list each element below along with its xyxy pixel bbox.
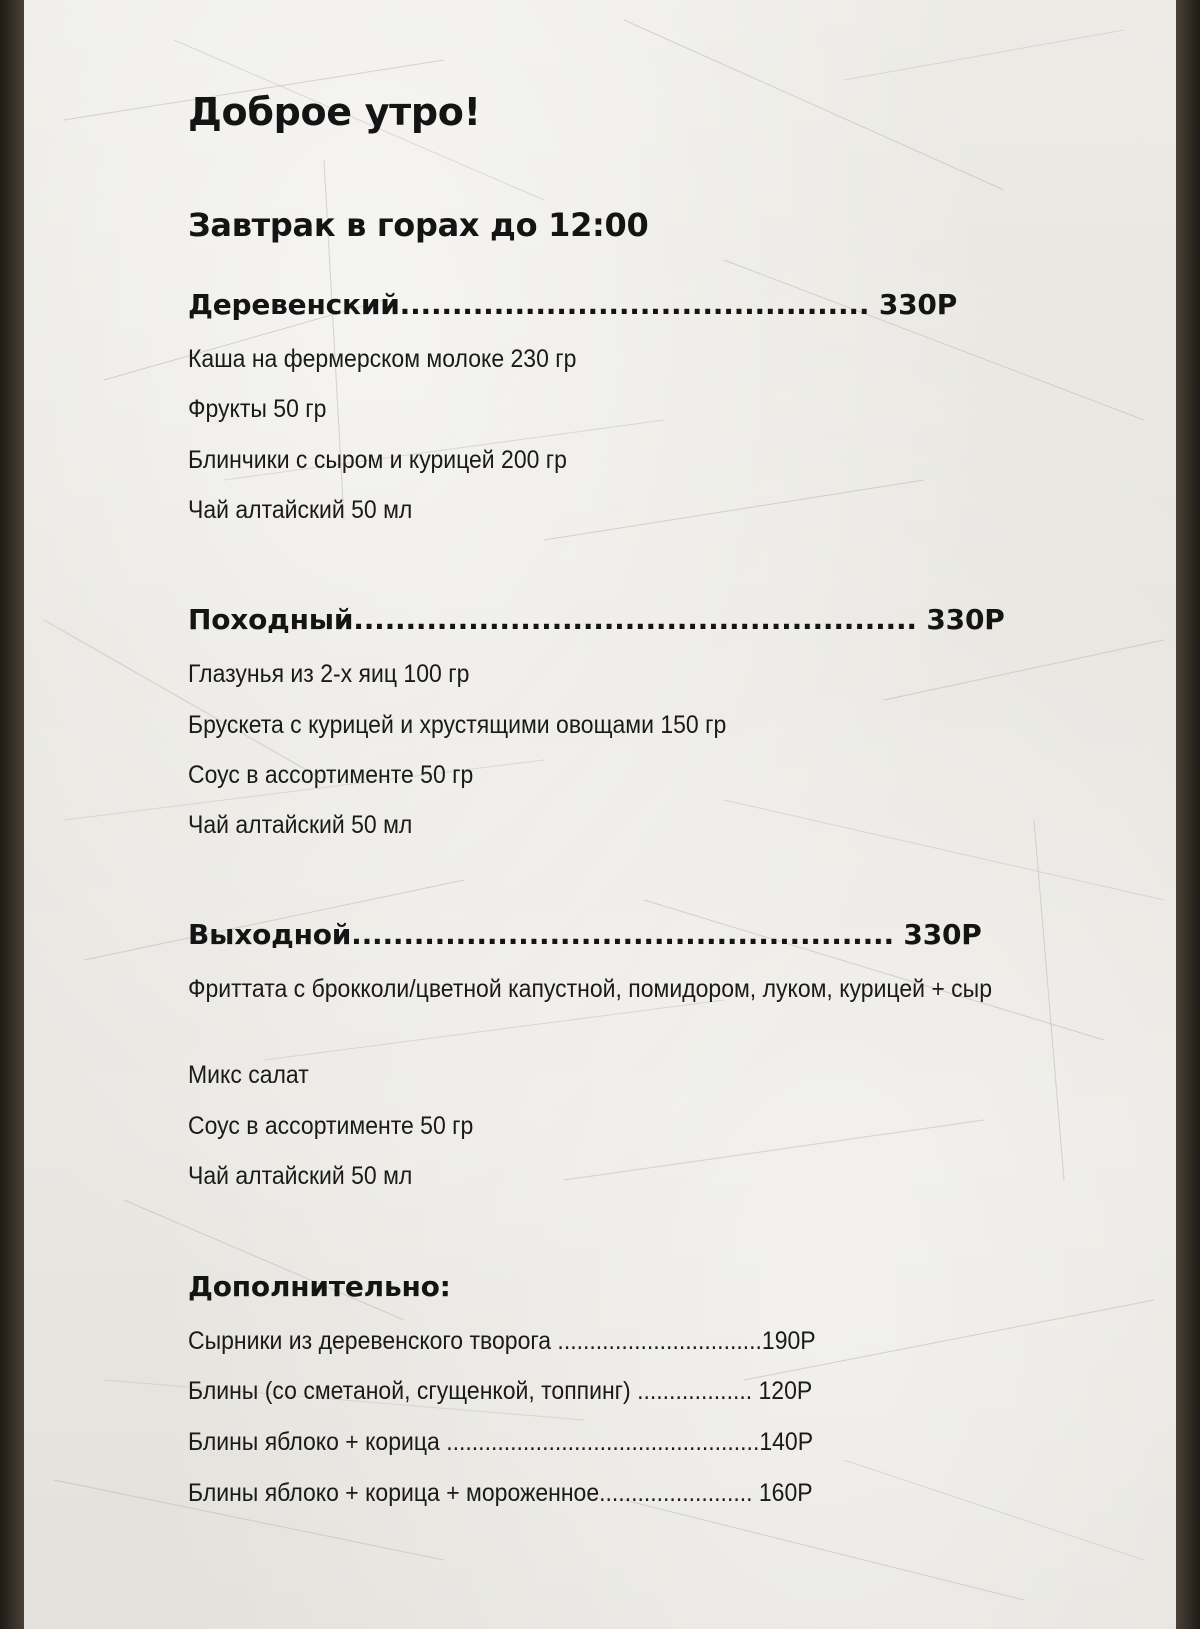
extra-item: Блины яблоко + корица .................................................140Р xyxy=(188,1428,814,1456)
menu-item: Чай алтайский 50 мл xyxy=(188,811,413,839)
menu-item: Блинчики с сыром и курицей 200 гр xyxy=(188,446,567,474)
menu-page xyxy=(24,0,1176,1629)
menu-item: Чай алтайский 50 мл xyxy=(188,496,413,524)
wood-edge-left xyxy=(0,0,24,1629)
menu-item: Брускета с курицей и хрустящими овощами 150 гр xyxy=(188,711,727,739)
menu-item: Глазунья из 2-х яиц 100 гр xyxy=(188,660,470,688)
menu-item: Микс салат xyxy=(188,1061,309,1089)
extra-item: Блины (со сметаной, сгущенкой, топпинг) .................. 120Р xyxy=(188,1377,813,1405)
extra-item: Блины яблоко + корица + мороженное........................ 160Р xyxy=(188,1479,813,1507)
extra-item: Сырники из деревенского творога ................................190Р xyxy=(188,1327,816,1355)
menu-item: Соус в ассортименте 50 гр xyxy=(188,761,474,789)
set-heading-vykhodnoy: Выходной.................................................... 330Р xyxy=(188,918,982,951)
menu-item: Соус в ассортименте 50 гр xyxy=(188,1112,474,1140)
menu-item: Чай алтайский 50 мл xyxy=(188,1162,413,1190)
menu-item: Фриттата с брокколи/цветной капустной, помидором, луком, курицей + сыр xyxy=(188,975,993,1003)
menu-item: Фрукты 50 гр xyxy=(188,395,327,423)
menu-content xyxy=(188,90,1128,1507)
page-title: Доброе утро! xyxy=(188,90,481,134)
set-heading-pokhodny: Походный...................................................... 330Р xyxy=(188,603,1005,636)
breakfast-subtitle: Завтрак в горах до 12:00 xyxy=(188,206,649,244)
set-heading-derevensky: Деревенский............................................. 330Р xyxy=(188,288,958,321)
extras-heading: Дополнительно: xyxy=(188,1270,451,1303)
menu-item: Каша на фермерском молоке 230 гр xyxy=(188,345,577,373)
wood-edge-right xyxy=(1176,0,1200,1629)
